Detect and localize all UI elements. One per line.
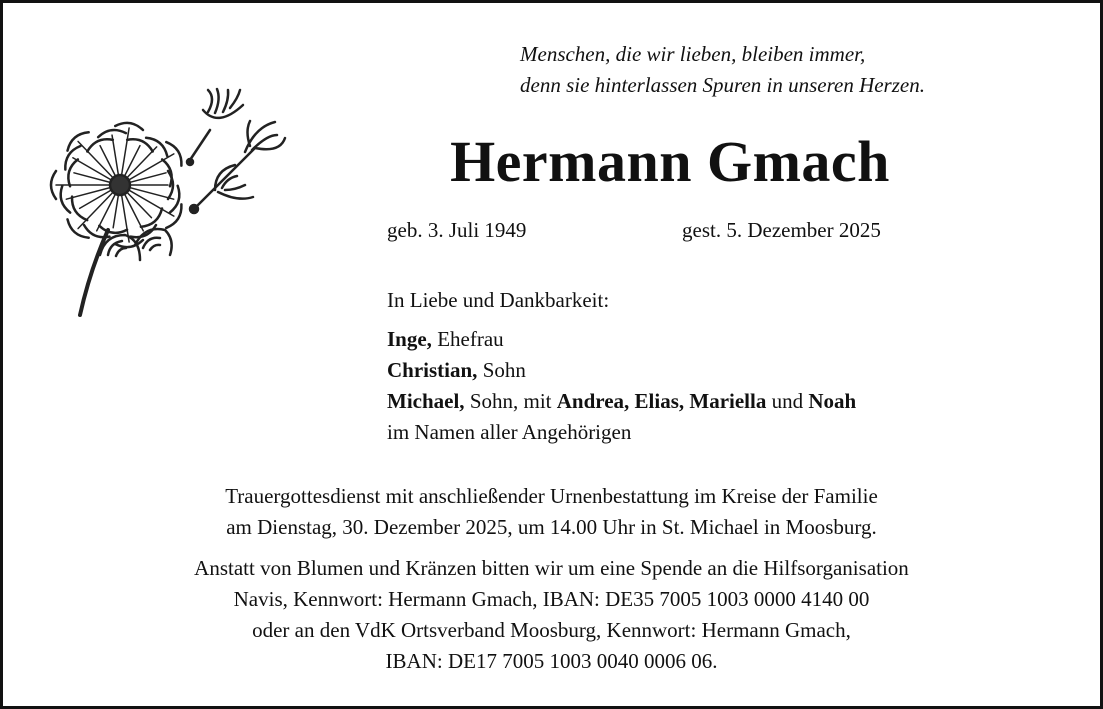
quote-line-2: denn sie hinterlassen Spuren in unseren Herzen. <box>520 73 925 97</box>
mourners-intro: In Liebe und Dankbarkeit: <box>387 288 610 312</box>
mourners-closing: im Namen aller Angehörigen <box>387 420 632 444</box>
mourner-role: Ehefrau <box>431 327 504 351</box>
mourners-list <box>387 324 856 448</box>
donation-line-2: Navis, Kennwort: Hermann Gmach, IBAN: DE35 7005 1003 0000 4140 00 <box>233 587 870 611</box>
mourner-inge <box>387 324 856 355</box>
donation-info <box>0 553 1103 677</box>
mourner-michael <box>387 386 856 417</box>
donation-line-4: IBAN: DE17 7005 1003 0040 0006 06. <box>385 649 718 673</box>
conjunction: und <box>766 389 809 413</box>
service-info <box>0 481 1103 543</box>
grandchildren-names: Andrea, Elias, Mariella <box>556 389 767 413</box>
birth-date: geb. 3. Juli 1949 <box>387 218 527 242</box>
mourner-name: Christian, <box>387 358 478 382</box>
memorial-quote <box>520 39 925 101</box>
mourner-christian <box>387 355 856 386</box>
mourner-name: Inge, <box>387 327 432 351</box>
grandchild-noah: Noah <box>808 389 857 413</box>
quote-line-1: Menschen, die wir lieben, bleiben immer, <box>520 42 866 66</box>
dandelion-icon <box>40 80 300 330</box>
death-date: gest. 5. Dezember 2025 <box>682 218 881 242</box>
mourner-name: Michael, <box>387 389 465 413</box>
deceased-name: Hermann Gmach <box>450 129 890 194</box>
service-line-1: Trauergottesdienst mit anschließender Urnenbestattung im Kreise der Familie <box>225 484 878 508</box>
service-line-2: am Dienstag, 30. Dezember 2025, um 14.00 Uhr in St. Michael in Moosburg. <box>226 515 877 539</box>
mourner-role: Sohn, mit <box>464 389 557 413</box>
donation-line-3: oder an den VdK Ortsverband Moosburg, Kennwort: Hermann Gmach, <box>252 618 851 642</box>
donation-line-1: Anstatt von Blumen und Kränzen bitten wir um eine Spende an die Hilfsorganisation <box>194 556 909 580</box>
mourner-role: Sohn <box>477 358 526 382</box>
